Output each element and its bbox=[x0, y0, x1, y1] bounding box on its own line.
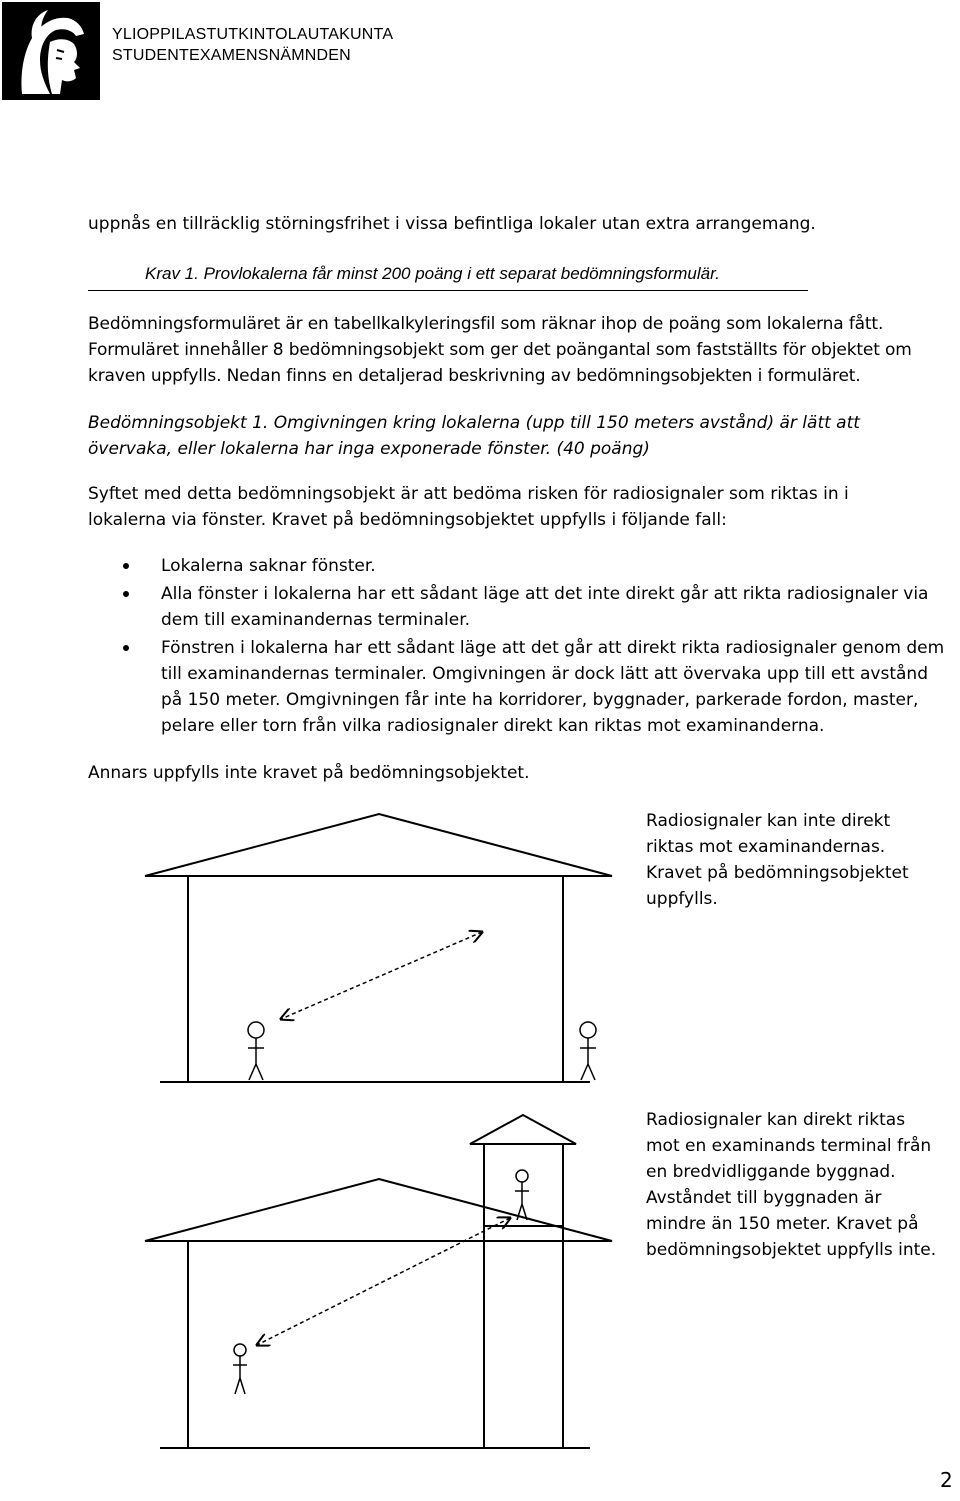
list-item: Fönstren i lokalerna har ett sådant läge att det går att direkt rikta radiosignaler genom dem till examinandernas terminaler. Omgivningen är dock lätt att övervaka upp till ett avstånd på 150 meter. Omgivningen får inte ha korridorer, byggnader, parkerade fordon, master, pelare eller torn från vilka radiosignaler direkt kan riktas mot examinanderna. bbox=[88, 635, 948, 739]
intro-line: uppnås en tillräcklig störningsfrihet i vissa befintliga lokaler utan extra arrangemang. bbox=[88, 214, 816, 234]
figure-2-building-right bbox=[470, 1115, 576, 1448]
figure-1-building bbox=[145, 814, 612, 1082]
figure-1-caption: Radiosignaler kan inte direkt riktas mot examinandernas. Kravet på bedömningsobjektet uppfylls. bbox=[646, 811, 909, 909]
figure-2-caption: Radiosignaler kan direkt riktas mot en examinands terminal från en bredvidliggande byggnad. Avståndet till byggnaden är mindre än 150 meter. Kravet på bedömningsobjektet uppfylls inte. bbox=[646, 1110, 937, 1260]
org-name-swedish: STUDENTEXAMENSNÄMNDEN bbox=[112, 47, 351, 64]
assessment-object-heading: Bedömningsobjekt 1. Omgivningen kring lokalerna (upp till 150 meters avstånd) är lätt att övervaka, eller lokalerna har inga exponerade fönster. (40 poäng) bbox=[88, 413, 860, 459]
figure-1-person-left bbox=[248, 1022, 264, 1080]
figure-1-person-right bbox=[580, 1022, 596, 1080]
paragraph-purpose: Syftet med detta bedömningsobjekt är att bedöma risken för radiosignaler som riktas in i lokalerna via fönster. Kravet på bedömningsobjektet uppfylls i följande fall: bbox=[88, 484, 849, 530]
org-name-finnish: YLIOPPILASTUTKINTOLAUTAKUNTA bbox=[112, 26, 394, 43]
figure-2-building-left bbox=[145, 1179, 612, 1448]
list-item: Lokalerna saknar fönster. bbox=[88, 553, 948, 579]
paragraph-otherwise: Annars uppfylls inte kravet på bedömningsobjektet. bbox=[88, 763, 530, 783]
figure-1-signal-arrow bbox=[281, 932, 482, 1019]
paragraph-form-description: Bedömningsformuläret är en tabellkalkyleringsfil som räknar ihop de poäng som lokalerna fått. Formuläret innehåller 8 bedömningsobjekt som ger det poängantal som fastställts för objektet om kraven uppfylls. Nedan finns en detaljerad beskrivning av bedömningsobjekten i formuläret. bbox=[88, 314, 912, 386]
figure-2-person-lower bbox=[233, 1344, 247, 1394]
list-item: Alla fönster i lokalerna har ett sådant läge att det inte direkt går att rikta radiosignaler via dem till examinandernas terminaler. bbox=[88, 581, 948, 633]
requirement-text: Krav 1. Provlokalerna får minst 200 poäng i ett separat bedömningsformulär. bbox=[145, 264, 720, 283]
figure-2-signal-arrow bbox=[257, 1218, 510, 1345]
page-number: 2 bbox=[940, 1468, 953, 1492]
figure-2-person-upper bbox=[515, 1170, 529, 1220]
